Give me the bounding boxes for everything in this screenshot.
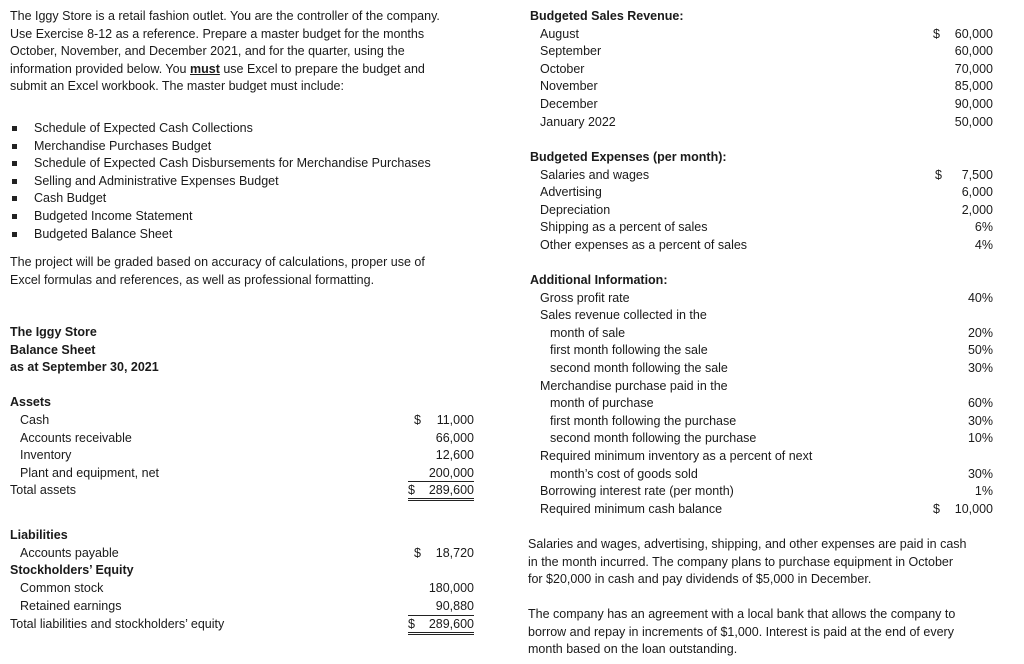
requirement-label: Budgeted Balance Sheet: [34, 226, 173, 241]
intro-text: use Excel to prepare the budget and: [219, 61, 425, 76]
asset-label: Cash: [20, 413, 50, 427]
merch-value: 60%: [967, 396, 993, 411]
expense-amount: [935, 167, 993, 185]
requirement-label: Budgeted Income Statement: [34, 208, 193, 223]
asset-amount: [414, 412, 474, 430]
expense-label: Shipping as a percent of sales: [540, 220, 708, 235]
dollar-sign: $: [414, 545, 421, 560]
sales-month-label: October: [540, 61, 585, 76]
inventory-label: Required minimum inventory as a percent of next: [540, 449, 813, 463]
total-assets-value: 289,600: [428, 483, 474, 498]
expense-label: Depreciation: [540, 202, 611, 217]
bullet-icon: [12, 179, 17, 184]
expense-value: 7,500: [961, 167, 993, 182]
collect-value: 50%: [967, 343, 993, 358]
sales-value: 90,000: [954, 97, 993, 111]
bullet-icon: [12, 144, 17, 149]
asset-value: 66,000: [435, 430, 474, 445]
sales-amount: [933, 26, 993, 44]
asset-label: Accounts receivable: [20, 430, 132, 445]
min-cash-label: Required minimum cash balance: [540, 501, 723, 516]
loan-note: [528, 606, 1008, 659]
dollar-sign: $: [935, 167, 942, 182]
list-item: [10, 155, 431, 173]
interest-value: 1%: [974, 484, 993, 499]
note-line: borrow and repay in increments of $1,000. Interest is paid at the end of every: [528, 624, 954, 639]
requirement-label: Schedule of Expected Cash Disbursements for Merchandise Purchases: [34, 156, 431, 171]
asset-value: 12,600: [435, 448, 474, 463]
expense-value: 6,000: [961, 185, 993, 200]
statement-date: as at September 30, 2021: [10, 360, 159, 375]
note-line: Salaries and wages, advertising, shipping, and other expenses are paid in cash: [528, 537, 967, 551]
gross-profit-label: Gross profit rate: [540, 290, 630, 305]
expenses-heading: Budgeted Expenses (per month):: [530, 150, 727, 164]
requirement-label: Selling and Administrative Expenses Budget: [34, 173, 279, 188]
sales-value: 60,000: [954, 26, 993, 41]
additional-heading: Additional Information:: [530, 273, 668, 287]
requirement-label: Cash Budget: [34, 191, 107, 206]
bullet-icon: [12, 196, 17, 201]
bullet-icon: [12, 126, 17, 131]
expense-label: Other expenses as a percent of sales: [540, 238, 748, 252]
asset-value: 200,000: [408, 465, 474, 483]
merch-label: first month following the purchase: [550, 413, 737, 428]
sales-collected-label: Sales revenue collected in the: [540, 308, 707, 323]
merch-paid-label: Merchandise purchase paid in the: [540, 378, 728, 393]
sales-month-label: January 2022: [540, 114, 616, 129]
requirement-label: Schedule of Expected Cash Collections: [34, 121, 253, 135]
sales-value: 60,000: [954, 44, 993, 59]
list-item: [10, 208, 431, 226]
sales-value: 50,000: [954, 114, 993, 129]
statement-title: Balance Sheet: [10, 342, 96, 357]
retained-earnings-label: Retained earnings: [20, 599, 122, 613]
retained-earnings-value: 90,880: [408, 598, 474, 616]
expense-label: Salaries and wages: [540, 167, 650, 182]
intro-paragraph: [10, 8, 490, 96]
list-item: [10, 173, 431, 191]
gross-profit-value: 40%: [967, 290, 993, 305]
sales-value: 85,000: [954, 79, 993, 94]
payment-note: [528, 536, 1008, 589]
right-column: [528, 8, 1008, 658]
sales-heading: Budgeted Sales Revenue:: [530, 9, 684, 23]
intro-line: October, November, and December 2021, and for the quarter, using the: [10, 44, 405, 58]
min-cash-value: 10,000: [954, 501, 993, 516]
expense-value: 2,000: [961, 202, 993, 217]
sales-month-label: August: [540, 26, 579, 41]
list-item: [10, 138, 431, 156]
note-line: The company has an agreement with a local bank that allows the company to: [528, 607, 956, 621]
dollar-sign: $: [408, 483, 415, 498]
total-assets-amount: [408, 482, 474, 501]
sales-month-label: November: [540, 79, 598, 94]
note-line: for $20,000 in cash and pay dividends of $5,000 in December.: [528, 572, 872, 586]
total-le-value: 289,600: [428, 616, 474, 631]
total-assets-label: Total assets: [10, 483, 77, 498]
merch-value: 30%: [967, 413, 993, 428]
min-cash-amount: [933, 501, 993, 519]
common-stock-value: 180,000: [428, 581, 474, 596]
list-item: [10, 120, 431, 138]
sales-month-label: December: [540, 97, 598, 111]
inventory-label: month’s cost of goods sold: [550, 466, 698, 481]
asset-label: Plant and equipment, net: [20, 465, 159, 480]
grading-paragraph: [10, 254, 425, 289]
intro-line: submit an Excel workbook. The master budget must include:: [10, 79, 344, 93]
expense-value: 4%: [974, 238, 993, 252]
requirement-label: Merchandise Purchases Budget: [34, 138, 212, 153]
collect-value: 30%: [967, 361, 993, 375]
dollar-sign: $: [933, 501, 940, 516]
list-item: [10, 226, 431, 244]
accounts-payable-value: 18,720: [435, 545, 474, 560]
bullet-icon: [12, 214, 17, 219]
expense-label: Advertising: [540, 185, 602, 200]
intro-line: Use Exercise 8-12 as a reference. Prepare a master budget for the months: [10, 26, 425, 41]
requirements-list: [10, 120, 431, 243]
collect-label: month of sale: [550, 325, 626, 340]
common-stock-label: Common stock: [20, 581, 104, 596]
liabilities-heading: Liabilities: [10, 528, 68, 542]
list-item: [10, 190, 431, 208]
note-line: month based on the loan outstanding.: [528, 642, 738, 656]
sales-month-label: September: [540, 44, 602, 59]
grading-line: The project will be graded based on accuracy of calculations, proper use of: [10, 255, 425, 269]
merch-label: second month following the purchase: [550, 431, 757, 446]
note-line: in the month incurred. The company plans to purchase equipment in October: [528, 554, 954, 569]
inventory-value: 30%: [967, 466, 993, 481]
interest-label: Borrowing interest rate (per month): [540, 484, 734, 499]
merch-label: month of purchase: [550, 396, 654, 411]
intro-line: [10, 61, 490, 79]
dollar-sign: $: [414, 413, 421, 427]
bullet-icon: [12, 232, 17, 237]
grading-line: Excel formulas and references, as well as professional formatting.: [10, 272, 375, 287]
collect-label: second month following the sale: [550, 361, 728, 375]
merch-value: 10%: [967, 431, 993, 446]
collect-value: 20%: [967, 325, 993, 340]
total-le-label: Total liabilities and stockholders’ equity: [10, 616, 225, 631]
dollar-sign: $: [933, 26, 940, 41]
accounts-payable-amount: [414, 545, 474, 563]
equity-heading: Stockholders’ Equity: [10, 563, 134, 578]
left-column: [10, 8, 490, 631]
intro-line: The Iggy Store is a retail fashion outlet. You are the controller of the company.: [10, 9, 440, 23]
dollar-sign: $: [408, 616, 415, 631]
asset-value: 11,000: [436, 413, 474, 427]
balance-sheet: [10, 324, 485, 644]
asset-label: Inventory: [20, 448, 72, 463]
must-emphasis: must: [190, 61, 220, 76]
collect-label: first month following the sale: [550, 343, 708, 358]
intro-text: information provided below. You: [10, 61, 190, 76]
accounts-payable-label: Accounts payable: [20, 545, 119, 560]
bullet-icon: [12, 161, 17, 166]
assets-heading: Assets: [10, 395, 51, 410]
sales-value: 70,000: [954, 61, 993, 76]
company-name: The Iggy Store: [10, 325, 97, 339]
total-le-amount: [408, 616, 474, 635]
expense-value: 6%: [974, 220, 993, 235]
